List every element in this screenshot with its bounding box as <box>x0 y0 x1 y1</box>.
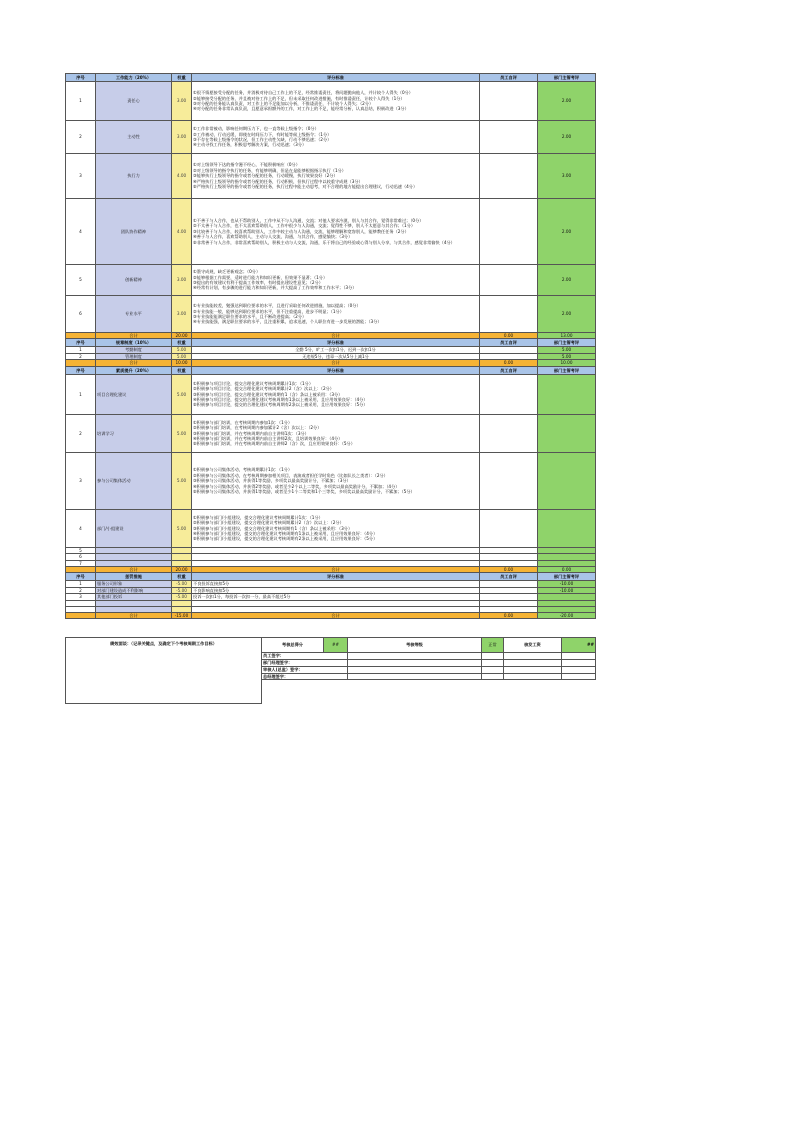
self-score[interactable] <box>480 154 538 199</box>
row-number: 1 <box>66 374 96 414</box>
row-number: 7 <box>66 560 96 566</box>
total-label: 合计 <box>96 360 172 366</box>
header-weight: 权重 <box>172 74 192 82</box>
criteria-line: ④对分配的任务非常认真负责，且愿意承担额外的工作，对工作上的不足，能经常分析，认真总结，积极改进（3分） <box>193 106 409 112</box>
total-score-value: ## <box>324 638 348 653</box>
category-name: 参与公司集体活动 <box>96 452 172 509</box>
criteria-line: ④主动寻找工作任务，积极思考解决方案，行动迅速；（3分） <box>193 142 307 148</box>
criteria-line: ④经常有计划，有步骤的进行能力和知识更新，并大提高了工作效率和工作水平；（3分） <box>193 285 357 291</box>
header-self: 员工自评 <box>480 366 538 374</box>
self-score[interactable] <box>480 199 538 265</box>
category-name: 培训学习 <box>96 414 172 452</box>
total-score-label: 考核总得分 <box>262 638 324 653</box>
manager-score[interactable]: 5.00 <box>538 353 596 360</box>
header-criteria: 评分标准 <box>192 366 480 374</box>
row-number: 1 <box>66 82 96 121</box>
row-number: 4 <box>66 509 96 547</box>
row-number: 3 <box>66 452 96 509</box>
criteria-line: ④善于与人合作，喜欢帮助别人，主动与人交流，沟通，与其合作，感觉愉快；（3分） <box>193 234 353 240</box>
header-no: 序号 <box>66 366 96 374</box>
total-label-2: 合计 <box>192 333 480 339</box>
self-score[interactable] <box>480 296 538 333</box>
ability-row <box>66 154 596 199</box>
criteria-cell: 不良影响直接扣5分 <box>192 587 480 594</box>
header-manager: 部门主管考评 <box>538 74 596 82</box>
criteria-line: ④积极参与项目讨论，提交的合理化建议考核周期有1条以上被采用，且应用效果良好：（4分） <box>193 397 368 403</box>
criteria-line: ②专业技能一般，能够达到职位要求的水平，但不注重提高，进步不明显；（1分） <box>193 308 344 314</box>
criteria-line: ③对分配的任务能认真负责，对工作上的不足能加以分析，不推诿责任，不计较个人得失；（2分） <box>193 101 374 106</box>
weight-value: 4.00 <box>172 154 192 199</box>
teamwork-row <box>66 452 596 509</box>
reviewer-signature[interactable]: 审核人(总监）签字： <box>262 667 348 674</box>
pay-label: 核发工资 <box>504 638 562 653</box>
teamwork-row <box>66 374 596 414</box>
criteria-line: ④积极参与部门/小组建设，提交的合理化建议考核周期有1条以上被采用，且应用效果良好：（4分） <box>193 531 378 537</box>
category-name: 管理制度 <box>96 353 172 360</box>
weight-value: 3.00 <box>172 82 192 121</box>
weight-value: 5.00 <box>172 414 192 452</box>
criteria-line: ②积极参与部门/小组建设，提交合理化建议考核周期累计2（含）次以上：（2分） <box>193 520 344 526</box>
total-self: 0.00 <box>480 360 538 366</box>
self-score[interactable] <box>480 414 538 452</box>
category-name: 考勤制度 <box>96 347 172 354</box>
teamwork-section <box>66 374 596 547</box>
criteria-line: ③积极参与部门培训，并在考核周期内前自主讲师1次：（3分） <box>193 430 309 436</box>
header-weight: 权重 <box>172 573 192 581</box>
criteria-line: ①专业技能较差，勉强达到职位要求的水平，且进行采取任何改进措施，加以提高；（0分） <box>193 303 361 309</box>
category-name: 团队协作精神 <box>96 199 172 265</box>
criteria-line: ①积极参与部门/小组建设，提交合理化建议考核周期累计1次：（1分） <box>193 514 323 520</box>
weight-value: 3.00 <box>172 121 192 154</box>
weight-value: -5.00 <box>172 594 192 601</box>
self-score[interactable] <box>480 265 538 296</box>
total-manager: 0.00 <box>538 567 596 573</box>
row-number: 6 <box>66 554 96 560</box>
header-criteria: 评分标准 <box>192 74 480 82</box>
manager-signature[interactable]: 部门经理签字： <box>262 660 348 667</box>
weight-value: 4.00 <box>172 199 192 265</box>
criteria-line: ⑤积极参与公司集体活动，并获得1等奖励，或者至少1个二等奖和1个三等奖，多项奖以最高奖励计分，不累加；（5分） <box>193 488 415 494</box>
criteria-line: ①墨守成规，缺乏更新观念；（0分） <box>193 269 261 275</box>
criteria-cell: 不良投诉直接扣5分 <box>192 581 480 588</box>
total-label: 合计 <box>96 567 172 573</box>
criteria-line: ①积极参与部门培训，在考核周期内参加1次：（1分） <box>193 419 293 425</box>
employee-signature[interactable]: 员工签字： <box>262 653 348 660</box>
weight-value: 5.00 <box>172 509 192 547</box>
manager-score[interactable]: 5.00 <box>538 347 596 354</box>
discipline-header-row <box>66 339 596 347</box>
manager-score[interactable]: 2.00 <box>538 265 596 296</box>
criteria-cell: 无违规5分，违章一次从5分上减1分 <box>192 353 480 360</box>
criteria-line: ⑤非常善于与人合作，非常喜欢帮助别人，积极主动与人交流，沟通，乐于将自己的经验或心得与别人分享，与其合作，感觉非常愉快（4分） <box>193 239 455 245</box>
criteria-line: ⑤积极参与部门/小组建设，提交的合理化建议考核周期有2条以上被采用，且应用效果良好：（5分） <box>193 536 378 542</box>
manager-score[interactable] <box>538 509 596 547</box>
teamwork-row <box>66 509 596 547</box>
criteria-line: ③积极参与公司集体活动，并获得1等奖励，多项奖以最高奖励计分，不累加；（3分） <box>193 478 351 484</box>
criteria-line: ④严格执行上级领导的指令或者分配的任务，行动积极，但执行过程中以较重守成规（3分） <box>193 178 363 184</box>
abilities-header-row <box>66 74 596 82</box>
criteria-line: ①不善于与人合作，也从不帮助别人，工作中从不与人沟通，交流；对他人要求冷漠，别人与其合作，觉得非常难过；（0分） <box>193 217 424 223</box>
criteria-line: ②积极参与项目讨论，提交合理化建议考核周期累计2（含）次以上：（2分） <box>193 386 334 392</box>
total-label: 合计 <box>96 333 172 339</box>
row-number: 2 <box>66 587 96 594</box>
header-weight: 权重 <box>172 339 192 347</box>
grade-value: 正常 <box>482 638 504 653</box>
criteria-line: ①积极参与公司集体活动，考核周期累计1次：（1分） <box>193 467 293 473</box>
gm-signature[interactable]: 总经理签字： <box>262 674 348 680</box>
total-weight: -15.00 <box>172 612 192 618</box>
criteria-line: ②能够接受分配的任务，并且被对待工作上的不足，但未采取任何改进措施，有时推诿责任，计较个人得失（1分） <box>193 95 405 101</box>
category-name: 部门/小组建设 <box>96 509 172 547</box>
manager-score[interactable]: 2.00 <box>538 82 596 121</box>
weight-value: 5.00 <box>172 353 192 360</box>
category-name: 主动性 <box>96 121 172 154</box>
header-criteria: 评分标准 <box>192 339 480 347</box>
pay-value: ## <box>562 638 596 653</box>
criteria-cell <box>192 121 480 154</box>
header-self: 员工自评 <box>480 74 538 82</box>
self-score[interactable] <box>480 509 538 547</box>
row-number: 2 <box>66 121 96 154</box>
header-manager: 部门主管考评 <box>538 366 596 374</box>
criteria-line: ④积极参与公司集体活动，并获得2等奖励，或者至少2个以上二等奖，多项奖以最高奖励计分，不累加；（4分） <box>193 483 400 489</box>
ability-row <box>66 199 596 265</box>
appraisal-sheet <box>65 73 595 619</box>
manager-score[interactable] <box>538 414 596 452</box>
header-self: 员工自评 <box>480 573 538 581</box>
ability-row <box>66 121 596 154</box>
header-category: 惩罚措施 <box>96 573 172 581</box>
criteria-line: ②积极参与公司集体活动，在考核周期参加相关项目，表演或者担任学时角色（比如队长之类者）：（2分） <box>193 472 388 478</box>
criteria-cell <box>192 374 480 414</box>
category-name: 其他部门投诉 <box>96 594 172 601</box>
ability-row <box>66 296 596 333</box>
self-score[interactable] <box>480 121 538 154</box>
penalty-section <box>66 581 596 601</box>
weight-value: 5.00 <box>172 347 192 354</box>
penalty-total-row <box>66 612 596 618</box>
row-number: 1 <box>66 347 96 354</box>
criteria-cell <box>192 296 480 333</box>
teamwork-header-row <box>66 366 596 374</box>
grade-label: 考核等级 <box>348 638 482 653</box>
criteria-line: ③积极参与部门/小组建设，提交合理化建议考核周期有1（含）条以上被采用：（3分） <box>193 525 353 531</box>
criteria-cell: 投诉一次扣1分，每投诉一次扣一分，最高不超过5分 <box>192 594 480 601</box>
header-category: 工作能力（20%） <box>96 74 172 82</box>
criteria-cell <box>192 154 480 199</box>
weight-value: -5.00 <box>172 587 192 594</box>
manager-score[interactable] <box>538 452 596 509</box>
criteria-line: ②工作被动，行动迟缓，即使在时间压力下，有时能等候上级指令；（1分） <box>193 131 332 137</box>
header-category: 素质提升（20%） <box>96 366 172 374</box>
header-weight: 权重 <box>172 366 192 374</box>
total-weight: 10.00 <box>172 360 192 366</box>
manager-score[interactable] <box>538 374 596 414</box>
manager-score[interactable]: -10.00 <box>538 587 596 594</box>
teamwork-blank-rows <box>66 547 596 566</box>
total-self: 0.00 <box>480 612 538 618</box>
interview-label: 绩效面谈：（记录关键点，及确定下个考核周期工作目标） <box>66 638 262 704</box>
criteria-line: ④积极参与部门培训，并在考核周期内前自主讲师2次，且培训效果良好：（4分） <box>193 436 343 442</box>
manager-score[interactable]: -10.00 <box>538 581 596 588</box>
header-no: 序号 <box>66 573 96 581</box>
row-number: 1 <box>66 581 96 588</box>
weight-value: 5.00 <box>172 452 192 509</box>
header-no: 序号 <box>66 339 96 347</box>
abilities-section <box>66 82 596 333</box>
criteria-line: ⑤积极参与项目讨论，提交的合理化建议考核周期有2条以上被采用，且应用效果良好：（5分） <box>193 402 368 408</box>
total-label: 合计 <box>96 612 172 618</box>
row-number: 4 <box>66 199 96 265</box>
criteria-cell <box>192 452 480 509</box>
header-manager: 部门主管考评 <box>538 573 596 581</box>
row-number: 5 <box>66 265 96 296</box>
weight-value: 3.00 <box>172 265 192 296</box>
header-self: 员工自评 <box>480 339 538 347</box>
manager-score[interactable]: 2.00 <box>538 296 596 333</box>
criteria-line: ③能够执行上级领导的指令或者分配的任务，行动缓慢，执行效果良好（2分） <box>193 173 338 179</box>
criteria-line: ①工作非常被动，影响任何期压力下，也一直等候上级指令；（0分） <box>193 126 319 132</box>
criteria-line: ②能够根据工作需要，适时进行能力和知识更新，但效果不显著；（1分） <box>193 274 328 280</box>
criteria-cell <box>192 199 480 265</box>
total-label-2: 合计 <box>192 567 480 573</box>
weight-value: -5.00 <box>172 581 192 588</box>
category-name: 创新精神 <box>96 265 172 296</box>
total-label-2: 合计 <box>192 360 480 366</box>
summary-block <box>65 637 595 704</box>
total-self: 0.00 <box>480 567 538 573</box>
row-number: 2 <box>66 353 96 360</box>
header-category: 规章制度（10%） <box>96 339 172 347</box>
total-weight: 20.00 <box>172 567 192 573</box>
criteria-line: ①积极参与项目讨论，提交合理化建议考核周期累计1次：（1分） <box>193 380 314 386</box>
category-name: 对部门建设造成不利影响 <box>96 587 172 594</box>
weight-value: 5.00 <box>172 374 192 414</box>
row-number: 5 <box>66 547 96 553</box>
criteria-cell <box>192 414 480 452</box>
row-number: 3 <box>66 154 96 199</box>
header-criteria: 评分标准 <box>192 573 480 581</box>
manager-score[interactable]: 2.00 <box>538 121 596 154</box>
teamwork-row <box>66 414 596 452</box>
total-label-2: 合计 <box>192 612 480 618</box>
ability-row <box>66 82 596 121</box>
row-number: 3 <box>66 594 96 601</box>
appraisal-table <box>65 73 596 619</box>
criteria-line: ③专业技能能满足职位要求的水平，且不断改进提高；（2分） <box>193 314 307 319</box>
row-number: 6 <box>66 296 96 333</box>
criteria-line: ①很不情愿接受分配的任务，并消极对待自己工作上的不足，经常推诿责任，将问题抛向他人，并计较个人得失（0分） <box>193 90 413 96</box>
self-score[interactable] <box>480 374 538 414</box>
category-name: 服务公司形象 <box>96 581 172 588</box>
criteria-cell <box>192 82 480 121</box>
criteria-cell <box>192 265 480 296</box>
criteria-line: ⑤积极参与部门培训，并在考核周期内前自主讲师2（含）次，且应用效果良好：（5分） <box>193 441 355 447</box>
criteria-line: ③比较善于与人合作，较喜欢帮助别人，工作中较主动与人沟通，交流，能够理解和宽容别人，能够教任任务（2分） <box>193 228 409 234</box>
manager-score[interactable]: 3.00 <box>538 154 596 199</box>
total-manager: 10.00 <box>538 360 596 366</box>
summary-table <box>65 637 596 704</box>
criteria-line: ④专业技能强，满足职位要求的水平，且注重积累，追求迅速，个人职位有进一步发展的潜能；（3分） <box>193 319 382 325</box>
criteria-line: ①对上级领导下达的指令漫不经心，不能积极响应（0分） <box>193 162 300 168</box>
category-name: 项目合理化建议 <box>96 374 172 414</box>
self-score[interactable] <box>480 82 538 121</box>
header-manager: 部门主管考评 <box>538 339 596 347</box>
criteria-line: ②对上级领导的指令执行的任务，有能够明确，但是在是能够根据指示执行（1分） <box>193 167 346 173</box>
discipline-section <box>66 347 596 360</box>
penalty-header-row <box>66 573 596 581</box>
category-name: 责任心 <box>96 82 172 121</box>
criteria-line: ⑤严格执行上级领导的指令或者分配的任务，执行过程中能主动思考，对不合理的地方能提出合理建议，行动迅速（4分） <box>193 184 418 190</box>
total-weight: 20.00 <box>172 333 192 339</box>
manager-score[interactable]: 2.00 <box>538 199 596 265</box>
total-self: 0.00 <box>480 333 538 339</box>
total-manager: -20.00 <box>538 612 596 618</box>
self-score[interactable] <box>480 452 538 509</box>
criteria-line: ②积极参与部门培训，在考核周期内参加累计2（含）次以上：（2分） <box>193 425 322 431</box>
criteria-line: ③不存在等候上级指令的状况，但工作主动性欠缺，行动不够迅速；（2分） <box>193 137 332 142</box>
row-number: 2 <box>66 414 96 452</box>
criteria-line: ③积极参与项目讨论，提交合理化建议考核周期有1（含）条以上被采用：（3分） <box>193 391 343 397</box>
header-no: 序号 <box>66 74 96 82</box>
total-manager: 13.00 <box>538 333 596 339</box>
weight-value: 3.00 <box>172 296 192 333</box>
criteria-line: ③提出的有效建议有利于提高工作效率，有时提出建设性意见；（2分） <box>193 280 323 285</box>
criteria-line: ②不太善于与人合作，也不太喜欢帮助别人，工作中很少与人沟通，交流；觉得性不够，别人不太愿意与其合作；（1分） <box>193 223 416 229</box>
ability-row <box>66 265 596 296</box>
category-name: 执行力 <box>96 154 172 199</box>
criteria-cell: 全勤 5分，旷工一次扣1分，迟到一次扣1分 <box>192 347 480 354</box>
category-name: 专业水平 <box>96 296 172 333</box>
criteria-cell <box>192 509 480 547</box>
